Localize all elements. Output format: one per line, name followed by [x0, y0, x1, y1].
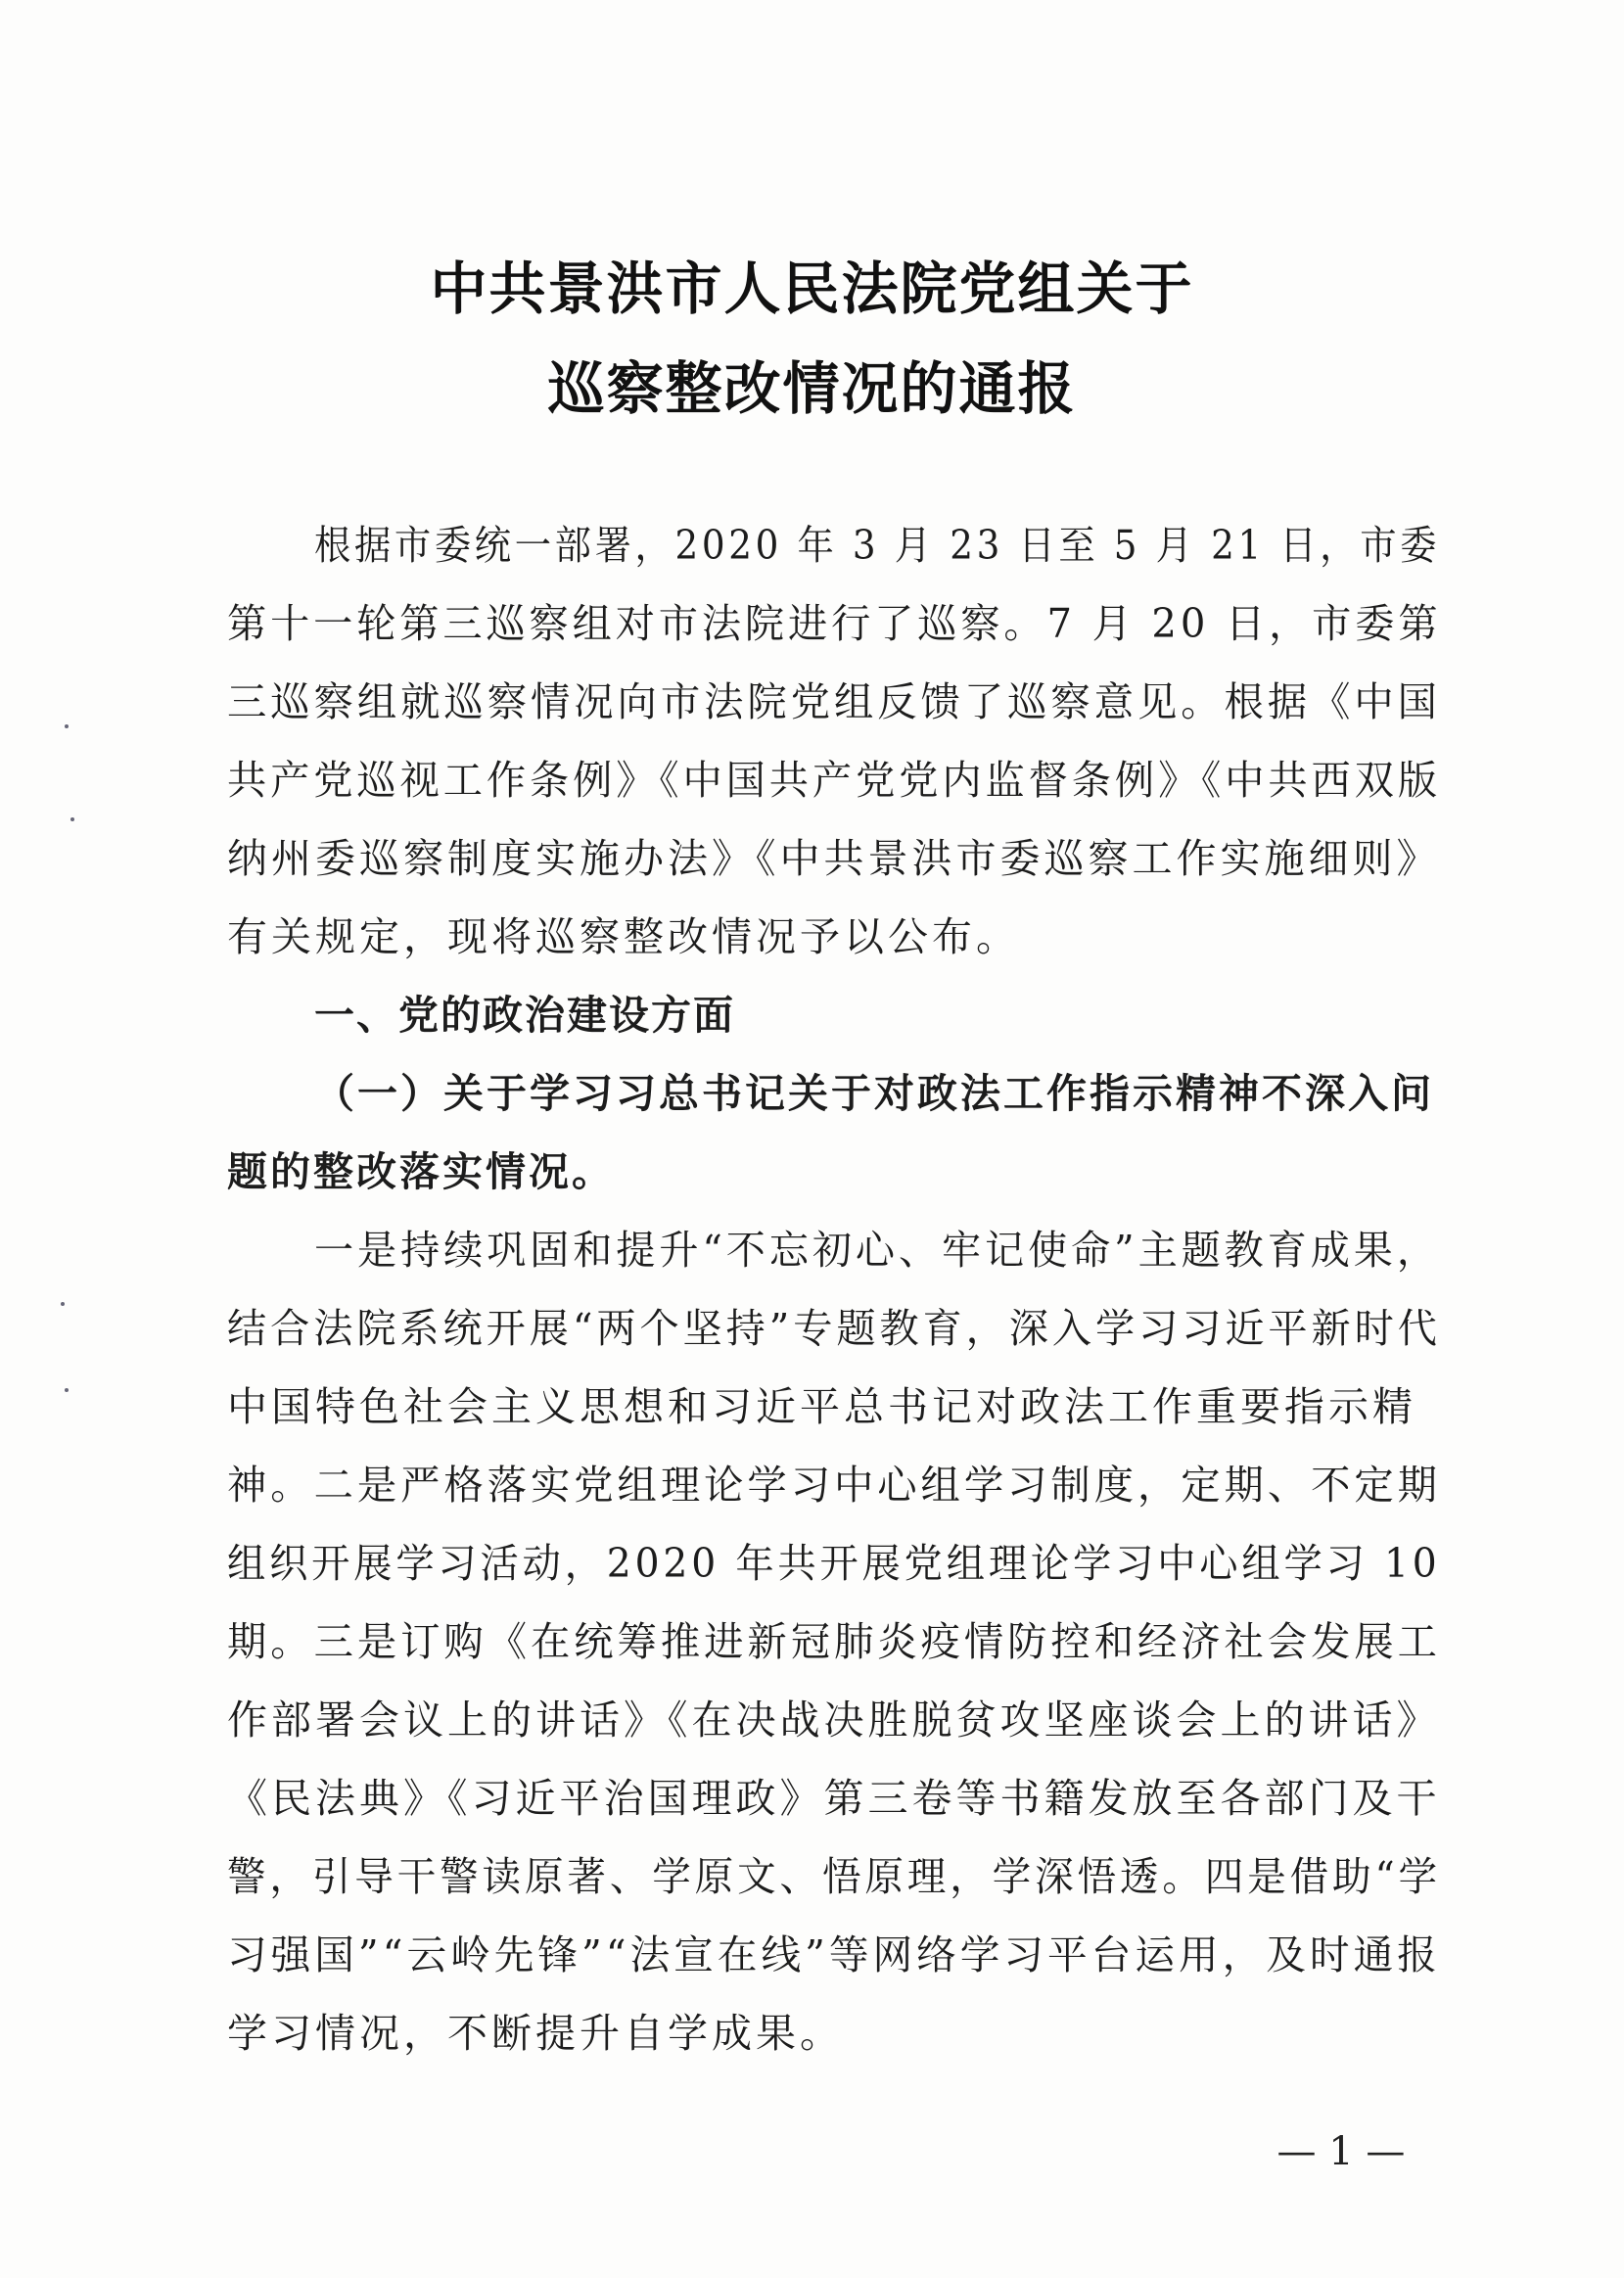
page-number: — 1 — [1276, 2129, 1406, 2174]
binding-mark [61, 1302, 65, 1306]
body-text-line: 组织开展学习活动，2020 年共开展党组理论学习中心组学习 10 [227, 1540, 1441, 1587]
body-text-line: 警，引导干警读原著、学原文、悟原理，学深悟透。四是借助“学 [227, 1853, 1441, 1900]
body-text-line: 一是持续巩固和提升“不忘初心、牢记使命”主题教育成果， [314, 1227, 1440, 1274]
document-title-line-2: 巡察整改情况的通报 [547, 355, 1077, 422]
binding-mark [65, 1388, 69, 1392]
body-text-line: 共产党巡视工作条例》《中国共产党党内监督条例》《中共西双版 [227, 757, 1441, 804]
section-heading: 一、党的政治建设方面 [314, 992, 735, 1039]
body-text-line: 三巡察组就巡察情况向市法院党组反馈了巡察意见。根据《中国 [227, 678, 1441, 725]
body-text-line: 根据市委统一部署，2020 年 3 月 23 日至 5 月 21 日，市委 [314, 522, 1441, 569]
body-text-line: 《民法典》《习近平治国理政》第三卷等书籍发放至各部门及干 [227, 1775, 1441, 1822]
body-text-line: 学习情况，不断提升自学成果。 [227, 2010, 844, 2057]
binding-mark [70, 817, 74, 821]
body-text-line: 纳州委巡察制度实施办法》《中共景洪市委巡察工作实施细则》 [227, 835, 1441, 882]
body-text-line: 有关规定，现将巡察整改情况予以公布。 [227, 913, 1020, 960]
body-text-line: 习强国”“云岭先锋”“法宣在线”等网络学习平台运用，及时通报 [227, 1931, 1441, 1978]
subsection-heading-line: （一）关于学习习总书记关于对政法工作指示精神不深入问 [314, 1070, 1434, 1117]
body-text-line: 结合法院系统开展“两个坚持”专题教育，深入学习习近平新时代 [227, 1305, 1441, 1352]
body-text-line: 期。三是订购《在统筹推进新冠肺炎疫情防控和经济社会发展工 [227, 1618, 1441, 1665]
subsection-heading-line: 题的整改落实情况。 [227, 1148, 615, 1195]
body-text-line: 作部署会议上的讲话》《在决战决胜脱贫攻坚座谈会上的讲话》 [227, 1697, 1441, 1743]
body-text-line: 神。二是严格落实党组理论学习中心组学习制度，定期、不定期 [227, 1462, 1441, 1509]
body-text-line: 中国特色社会主义思想和习近平总书记对政法工作重要指示精 [227, 1383, 1416, 1430]
document-title-line-1: 中共景洪市人民法院党组关于 [430, 256, 1194, 322]
binding-mark [65, 724, 69, 728]
body-text-line: 第十一轮第三巡察组对市法院进行了巡察。7 月 20 日，市委第 [227, 600, 1442, 647]
